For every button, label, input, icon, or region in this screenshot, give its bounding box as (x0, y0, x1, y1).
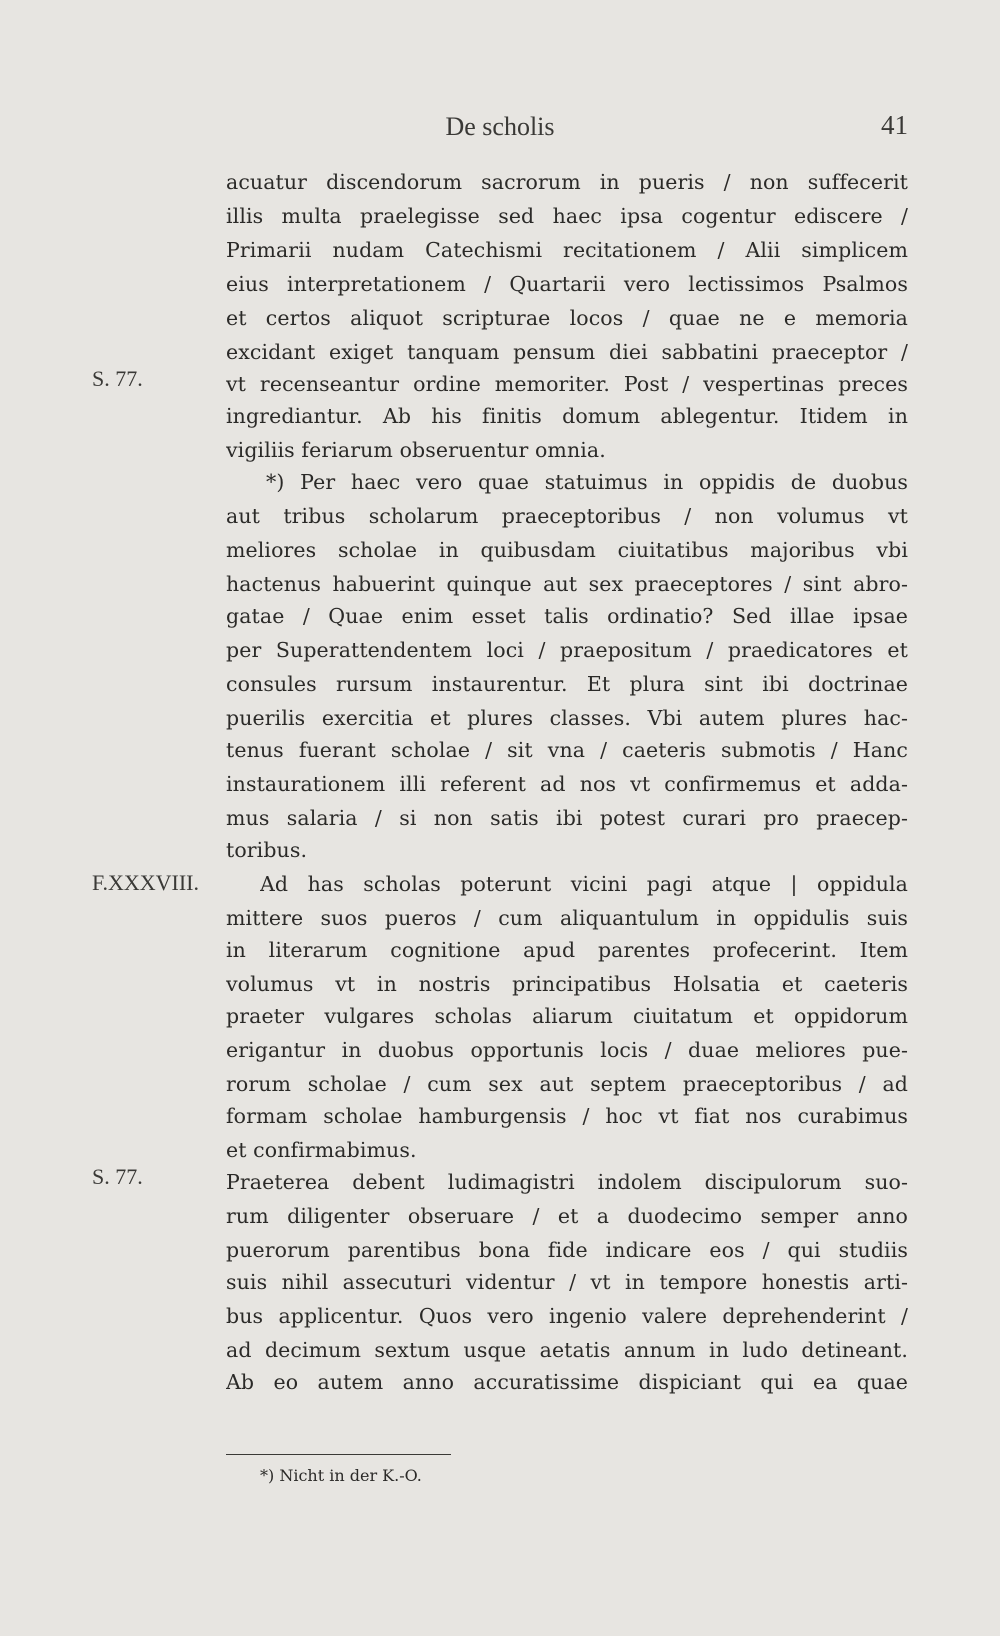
text-line: *) Per haec vero quae statuimus in oppidis de duobus (266, 470, 908, 494)
text-line: ad decimum sextum usque aetatis annum in ludo detineant. (226, 1338, 908, 1362)
text-line: rorum scholae / cum sex aut septem praeceptoribus / ad (226, 1072, 908, 1096)
text-line: et confirmabimus. (226, 1138, 417, 1162)
text-line: meliores scholae in quibusdam ciuitatibus majoribus vbi (226, 538, 908, 562)
text-line: hactenus habuerint quinque aut sex praeceptores / sint abro- (226, 572, 908, 596)
text-line: formam scholae hamburgensis / hoc vt fiat nos curabimus (226, 1104, 908, 1128)
text-line: in literarum cognitione apud parentes profecerint. Item (226, 938, 908, 962)
text-line: mittere suos pueros / cum aliquantulum in oppidulis suis (226, 906, 908, 930)
text-line: excidant exiget tanquam pensum diei sabbatini praeceptor / (226, 340, 908, 364)
text-line: rum diligenter obseruare / et a duodecimo semper anno (226, 1204, 908, 1228)
footnote: *) Nicht in der K.-O. (260, 1466, 422, 1485)
text-line: Praeterea debent ludimagistri indolem discipulorum suo- (226, 1170, 908, 1194)
text-line: illis multa praelegisse sed haec ipsa cogentur ediscere / (226, 204, 908, 228)
text-line: bus applicentur. Quos vero ingenio valere deprehenderint / (226, 1304, 908, 1328)
text-line: eius interpretationem / Quartarii vero lectissimos Psalmos (226, 272, 908, 296)
text-line: aut tribus scholarum praeceptoribus / non volumus vt (226, 504, 908, 528)
text-line: Primarii nudam Catechismi recitationem / Alii simplicem (226, 238, 908, 262)
text-line: gatae / Quae enim esset talis ordinatio? Sed illae ipsae (226, 604, 908, 628)
footnote-rule (226, 1454, 451, 1455)
text-line: per Superattendentem loci / praepositum / praedicatores et (226, 638, 908, 662)
running-head (0, 112, 1000, 152)
text-line: acuatur discendorum sacrorum in pueris / non suffecerit (226, 170, 908, 194)
text-line: praeter vulgares scholas aliarum ciuitatum et oppidorum (226, 1004, 908, 1028)
text-line: instaurationem illi referent ad nos vt confirmemus et adda- (226, 772, 908, 796)
margin-note-1: S. 77. (92, 366, 143, 391)
page-title: De scholis (445, 112, 555, 141)
margin-note-2: F.XXXVIII. (92, 870, 200, 895)
text-line: volumus vt in nostris principatibus Holsatia et caeteris (226, 972, 908, 996)
text-line: tenus fuerant scholae / sit vna / caeteris submotis / Hanc (226, 738, 908, 762)
text-line: erigantur in duobus opportunis locis / duae meliores pue- (226, 1038, 908, 1062)
text-line: toribus. (226, 838, 308, 862)
text-line: Ab eo autem anno accuratissime dispiciant qui ea quae (226, 1370, 908, 1394)
text-line: puerorum parentibus bona fide indicare eos / qui studiis (226, 1238, 908, 1262)
margin-note-3: S. 77. (92, 1164, 143, 1189)
text-line: consules rursum instaurentur. Et plura sint ibi doctrinae (226, 672, 908, 696)
text-line: ingrediantur. Ab his finitis domum ablegentur. Itidem in (226, 404, 908, 428)
text-line: Ad has scholas poterunt vicini pagi atque | oppidula (260, 872, 908, 896)
text-line: puerilis exercitia et plures classes. Vbi autem plures hac- (226, 706, 908, 730)
text-line: vt recenseantur ordine memoriter. Post / vespertinas preces (226, 372, 908, 396)
page-number: 41 (881, 110, 908, 140)
text-line: vigiliis feriarum obseruentur omnia. (226, 438, 606, 462)
text-line: mus salaria / si non satis ibi potest curari pro praecep- (226, 806, 908, 830)
text-line: et certos aliquot scripturae locos / quae ne e memoria (226, 306, 908, 330)
text-line: suis nihil assecuturi videntur / vt in tempore honestis arti- (226, 1270, 908, 1294)
